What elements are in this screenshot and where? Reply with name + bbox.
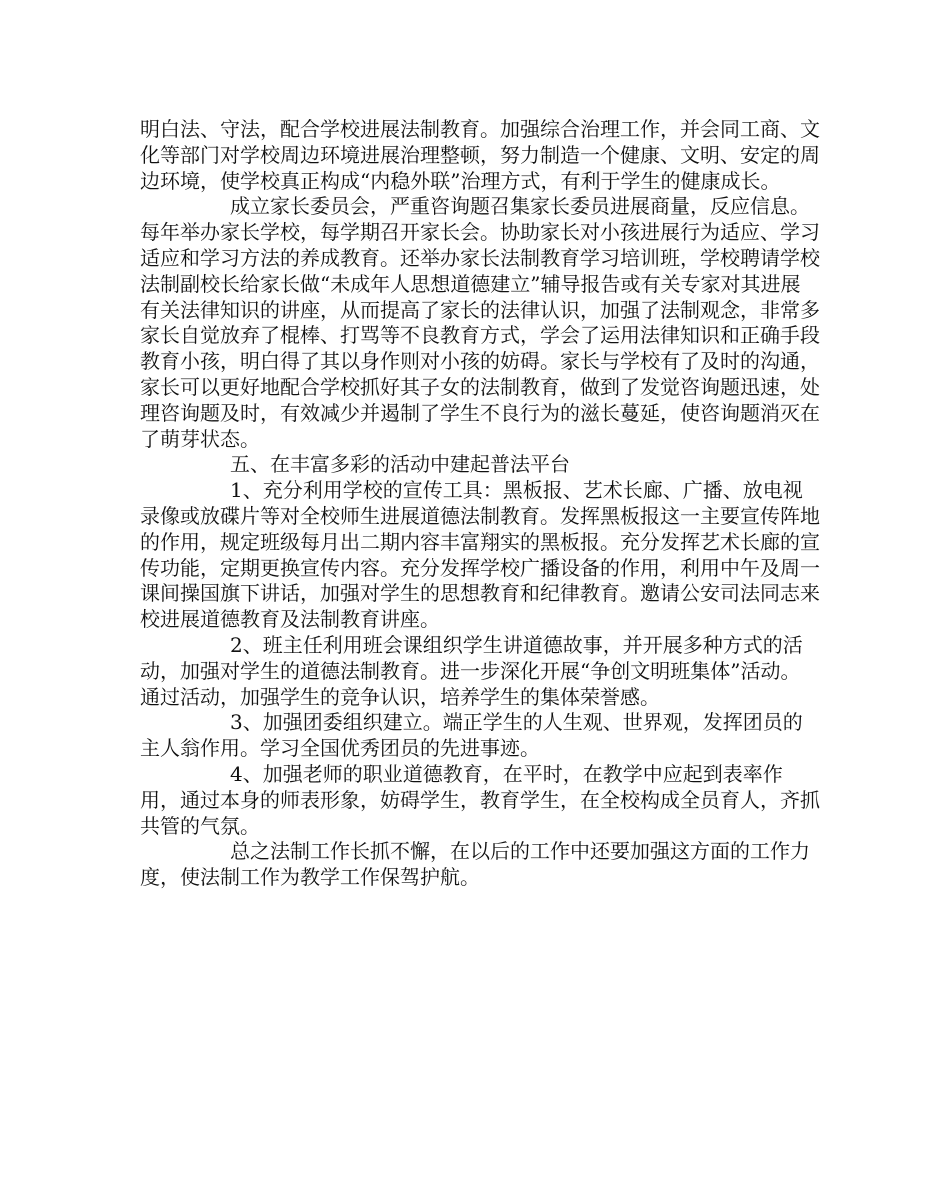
paragraph-item-2: 2、班主任利用班会课组织学生讲道德故事，并开展多种方式的活动，加强对学生的道德法制教育。进一步深化开展“争创文明班集体”活动。通过活动，加强学生的竞争认识，培养学生的集体荣誉感。	[140, 632, 803, 709]
paragraph-item-1: 1、充分利用学校的宣传工具：黑板报、艺术长廊、广播、放电视录像或放碟片等对全校师生进展道德法制教育。发挥黑板报这一主要宣传阵地的作用，规定班级每月出二期内容丰富翔实的黑板报。充分发挥艺术长廊的宣传功能，定期更换宣传内容。充分发挥学校广播设备的作用，利用中午及周一课间操国旗下讲话，加强对学生的思想教育和纪律教育。邀请公安司法同志来校进展道德教育及法制教育讲座。	[140, 478, 820, 632]
paragraph-item-4: 4、加强老师的职业道德教育，在平时，在教学中应起到表率作用，通过本身的师表形象，妨碍学生，教育学生，在全校构成全员育人，齐抓共管的气氛。	[140, 761, 820, 838]
section-heading-five: 五、在丰富多彩的活动中建起普法平台	[230, 452, 570, 477]
document-body	[140, 117, 820, 891]
paragraph-item-3: 3、加强团委组织建立。端正学生的人生观、世界观，发挥团员的主人翁作用。学习全国优秀团员的先进事迹。	[140, 710, 803, 761]
paragraph-conclusion: 总之法制工作长抓不懈，在以后的工作中还要加强这方面的工作力度，使法制工作为教学工作保驾护航。	[140, 839, 810, 890]
paragraph-continuation: 明白法、守法，配合学校进展法制教育。加强综合治理工作，并会同工商、文化等部门对学校周边环境进展治理整顿，努力制造一个健康、文明、安定的周边环境，使学校真正构成“内稳外联”治理方式，有利于学生的健康成长。	[140, 117, 820, 193]
paragraph-parent-committee: 成立家长委员会，严重咨询题召集家长委员进展商量，反应信息。每年举办家长学校，每学期召开家长会。协助家长对小孩进展行为适应、学习适应和学习方法的养成教育。还举办家长法制教育学习培训班，学校聘请学校法制副校长给家长做“未成年人思想道德建立”辅导报告或有关专家对其进展有关法律知识的讲座，从而提高了家长的法律认识，加强了法制观念，非常多家长自觉放弃了棍棒、打骂等不良教育方式，学会了运用法律知识和正确手段教育小孩，明白得了其以身作则对小孩的妨碍。家长与学校有了及时的沟通，家长可以更好地配合学校抓好其子女的法制教育，做到了发觉咨询题迅速，处理咨询题及时，有效减少并遏制了学生不良行为的滋长蔓延，使咨询题消灭在了萌芽状态。	[140, 194, 820, 451]
